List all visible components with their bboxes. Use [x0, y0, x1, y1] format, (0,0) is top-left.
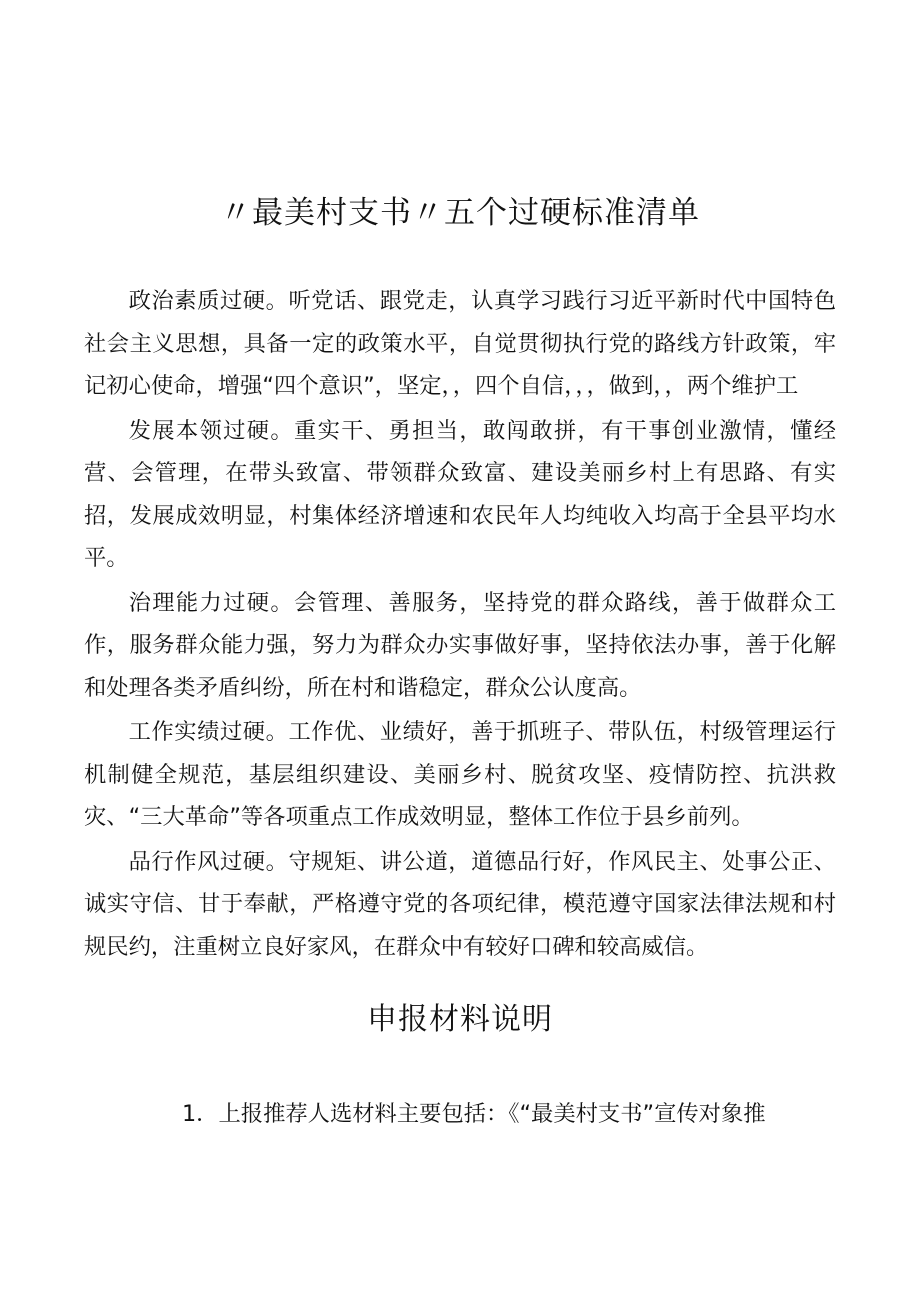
paragraph-political-quality: 政治素质过硬。听党话、跟党走，认真学习践行习近平新时代中国特色社会主义思想，具备一定的政策水平，自觉贯彻执行党的路线方针政策，牢记初心使命，增强“四个意识”，坚定，，四个自信，，，做到，，两个维护工 — [84, 288, 836, 399]
paragraph-conduct-style: 品行作风过硬。守规矩、讲公道，道德品行好，作风民主、处事公正、诚实守信、甘于奉献，严格遵守党的各项纪律，模范遵守国家法律法规和村规民约，注重树立良好家风，在群众中有较好口碑和较高威信。 — [84, 848, 836, 960]
list-item: 1．上报推荐人选材料主要包括：《“最美村支书”宣传对象推 — [182, 1101, 766, 1127]
document-title: 〃最美村支书〃五个过硬标准清单 — [220, 195, 700, 231]
standards-list — [84, 280, 836, 968]
paragraph-development-ability: 发展本领过硬。重实干、勇担当，敢闯敢拼，有干事创业激情，懂经营、会管理，在带头致富、带领群众致富、建设美丽乡村上有思路、有实招，发展成效明显，村集体经济增速和农民年人均纯收入均高于全县平均水平。 — [84, 417, 836, 571]
paragraph-governance-ability: 治理能力过硬。会管理、善服务，坚持党的群众路线，善于做群众工作，服务群众能力强，努力为群众办实事做好事，坚持依法办事，善于化解和处理各类矛盾纠纷，所在村和谐稳定，群众公认度高。 — [84, 589, 836, 701]
paragraph-work-achievements: 工作实绩过硬。工作优、业绩好，善于抓班子、带队伍，村级管理运行机制健全规范，基层组织建设、美丽乡村、脱贫攻坚、疫情防控、抗洪救灾、“三大革命”等各项重点工作成效明显，整体工作位于县乡前列。 — [84, 719, 836, 830]
section-heading: 申报材料说明 — [367, 1002, 553, 1037]
